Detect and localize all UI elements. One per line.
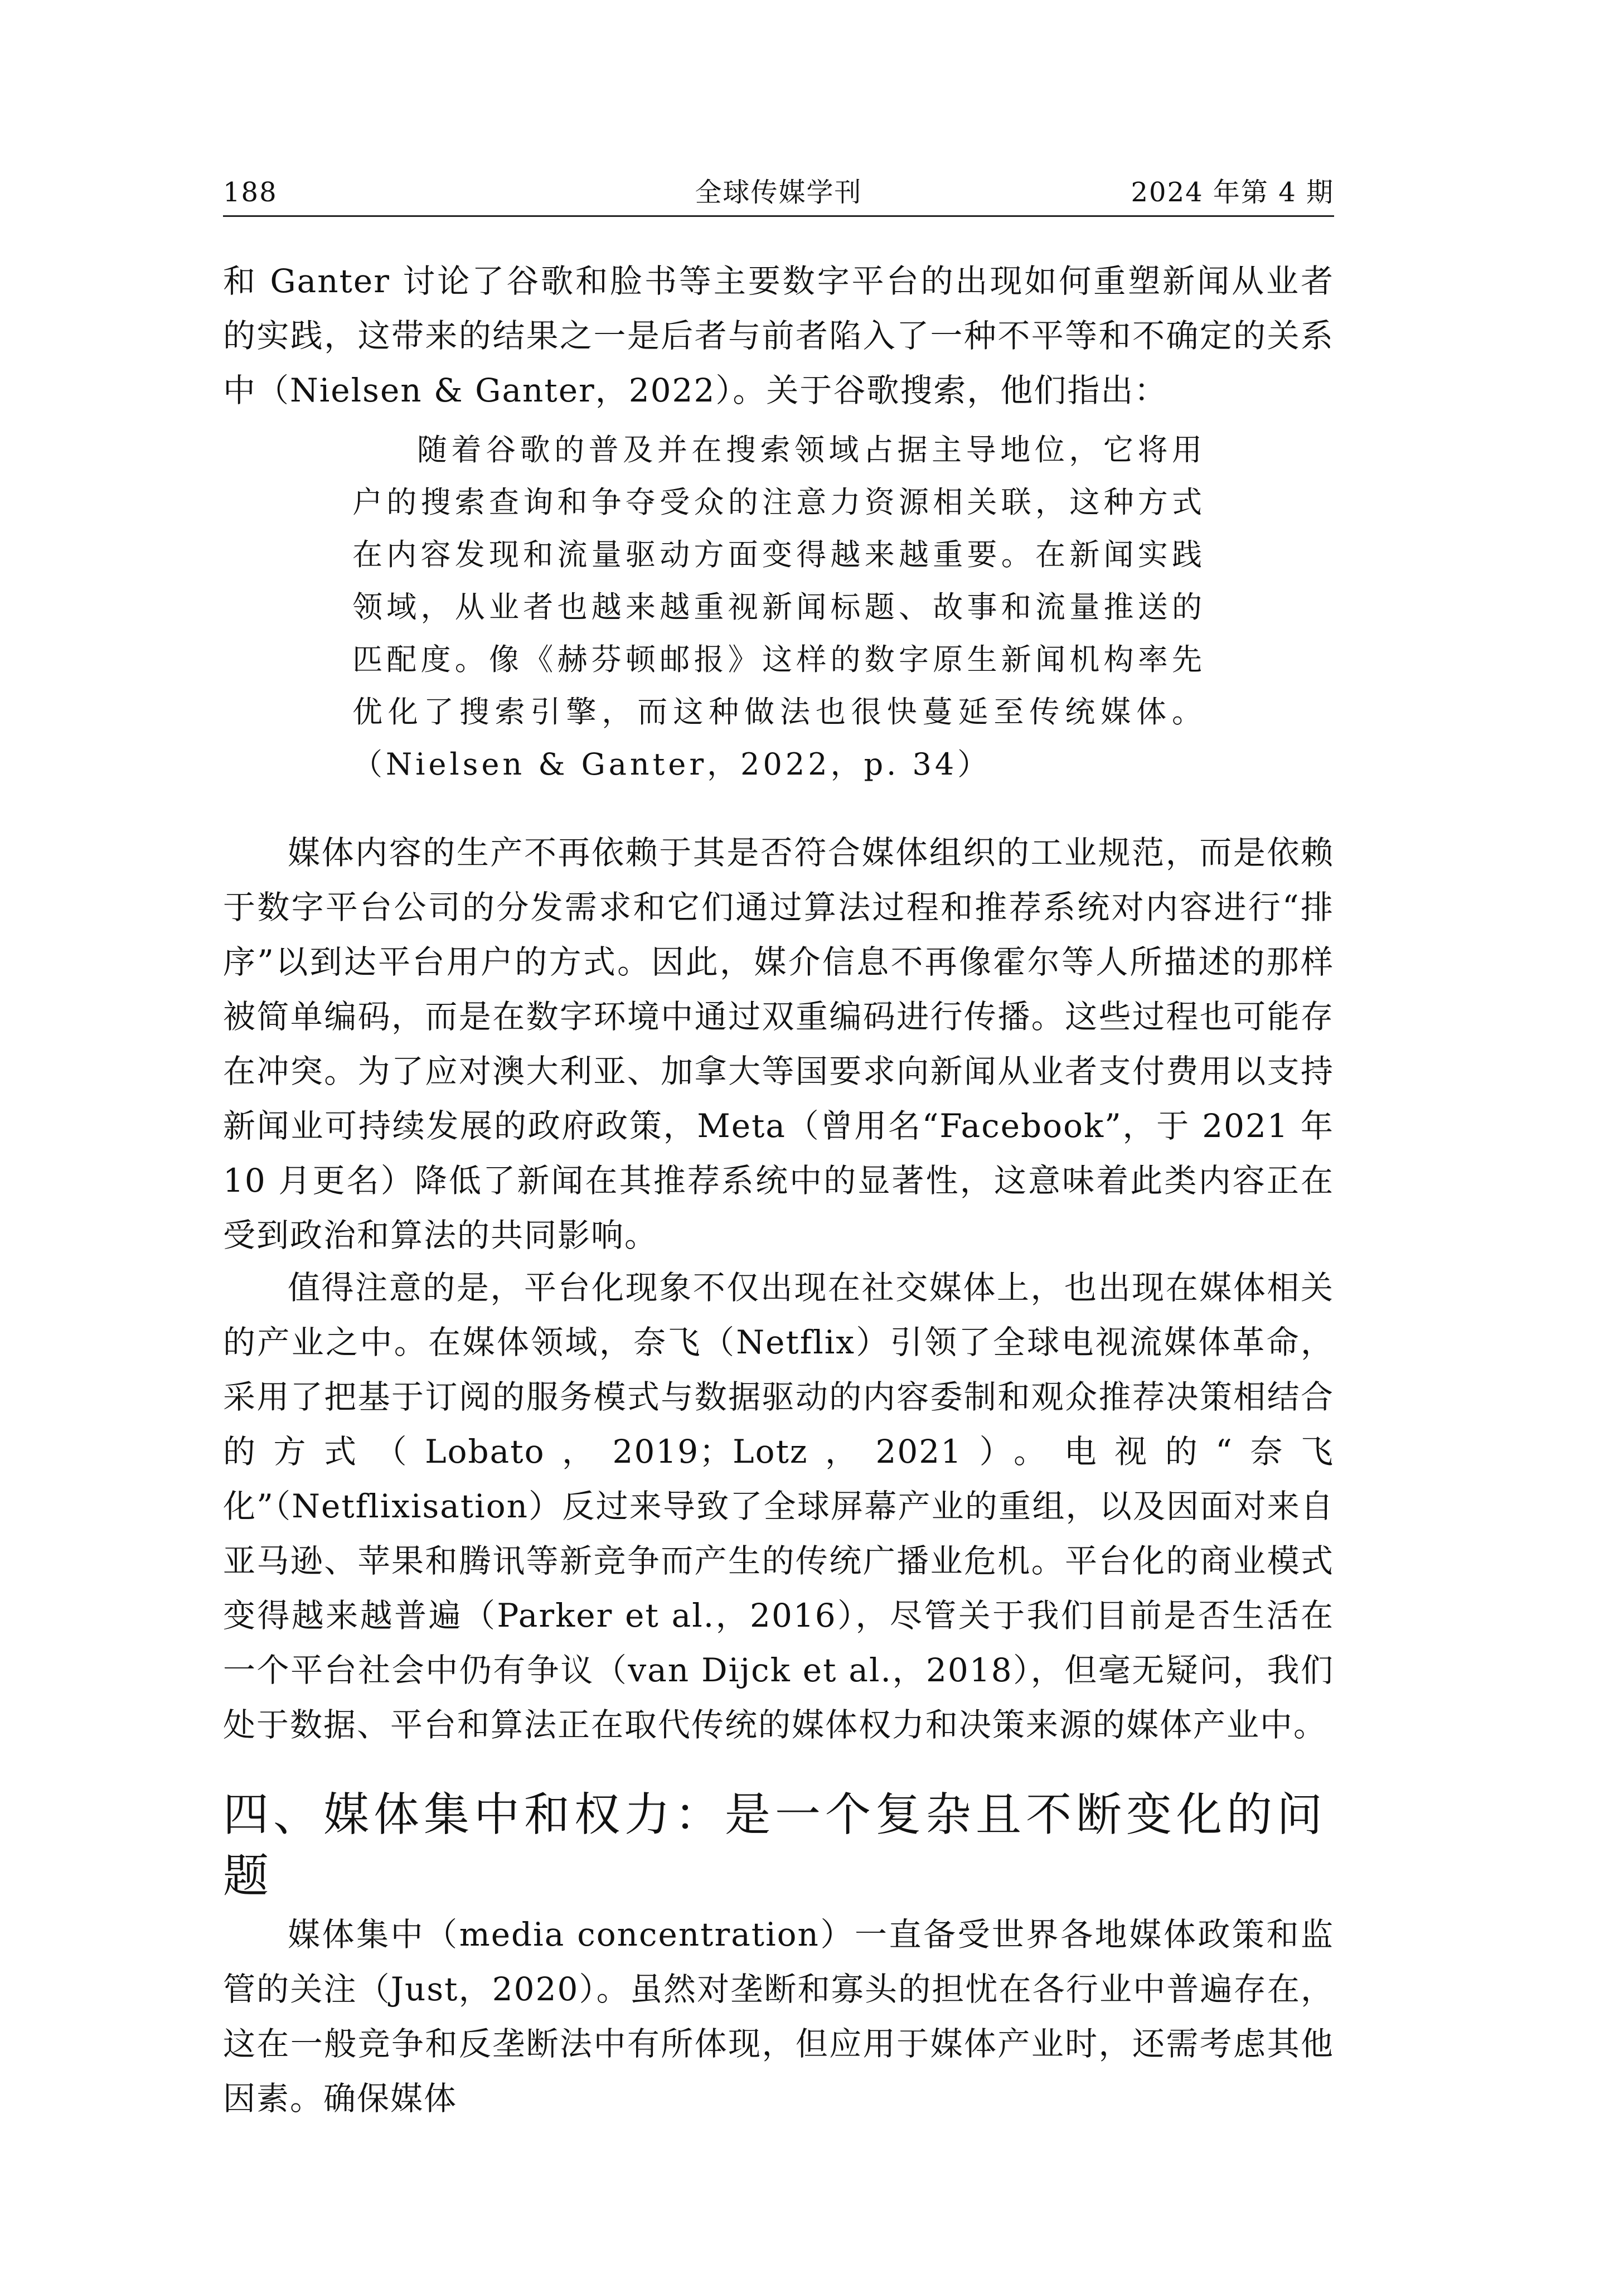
- paragraph-2: 媒体内容的生产不再依赖于其是否符合媒体组织的工业规范，而是依赖于数字平台公司的分发需求和它们通过算法过程和推荐系统对内容进行“排序”以到达平台用户的方式。因此，媒介信息不再像霍尔等人所描述的那样被简单编码，而是在数字环境中通过双重编码进行传播。这些过程也可能存在冲突。为了应对澳大利亚、加拿大等国要求向新闻从业者支付费用以支持新闻业可持续发展的政府政策，Meta（曾用名“Facebook”，于 2021 年 10 月更名）降低了新闻在其推荐系统中的显著性，这意味着此类内容正在受到政治和算法的共同影响。: [223, 834, 1334, 1254]
- running-header: [223, 176, 1334, 217]
- paragraph-3: 值得注意的是，平台化现象不仅出现在社交媒体上，也出现在媒体相关的产业之中。在媒体领域，奈飞（Netflix）引领了全球电视流媒体革命，采用了把基于订阅的服务模式与数据驱动的内容委制和观众推荐决策相结合的方式（Lobato，2019；Lotz，2021）。电视的“奈飞化”（Netflixisation）反过来导致了全球屏幕产业的重组，以及因面对来自亚马逊、苹果和腾讯等新竞争而产生的传统广播业危机。平台化的商业模式变得越来越普遍（Parker et al.，2016），尽管关于我们目前是否生活在一个平台社会中仍有争议（van Dijck et al.，2018），但毫无疑问，我们处于数据、平台和算法正在取代传统的媒体权力和决策来源的媒体产业中。: [223, 1269, 1334, 1744]
- issue-label: 2024 年第 4 期: [1131, 177, 1334, 208]
- header-rule: [223, 215, 1334, 217]
- journal-title: 全球传媒学刊: [695, 177, 862, 208]
- paragraph-1: 和 Ganter 讨论了谷歌和脸书等主要数字平台的出现如何重塑新闻从业者的实践，这带来的结果之一是后者与前者陷入了一种不平等和不确定的关系中（Nielsen & Ganter，2022）。关于谷歌搜索，他们指出：: [223, 262, 1334, 409]
- page-number: 188: [223, 177, 278, 208]
- paragraph-4: 媒体集中（media concentration）一直备受世界各地媒体政策和监管的关注（Just，2020）。虽然对垄断和寡头的担忧在各行业中普遍存在，这在一般竞争和反垄断法中有所体现，但应用于媒体产业时，还需考虑其他因素。确保媒体: [223, 1916, 1334, 2117]
- block-quote: 随着谷歌的普及并在搜索领域占据主导地位，它将用户的搜索查询和争夺受众的注意力资源相关联，这种方式在内容发现和流量驱动方面变得越来越重要。在新闻实践领域，从业者也越来越重视新闻标题、故事和流量推送的匹配度。像《赫芬顿邮报》这样的数字原生新闻机构率先优化了搜索引擎，而这种做法也很快蔓延至传统媒体。（Nielsen & Ganter，2022，p. 34）: [352, 432, 1205, 782]
- section-heading: 四、媒体集中和权力：是一个复杂且不断变化的问题: [223, 1788, 1327, 1903]
